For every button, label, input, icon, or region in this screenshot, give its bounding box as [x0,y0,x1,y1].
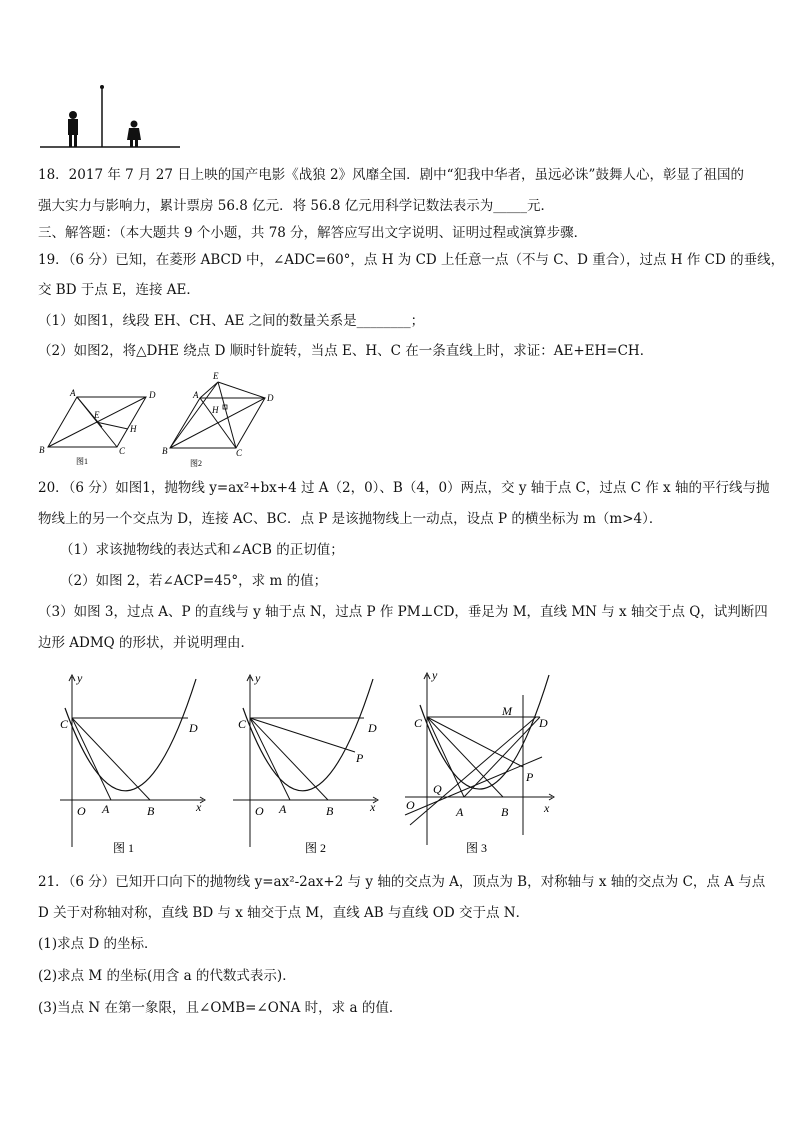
q20-part2: （2）如图 2，若∠ACP=45°，求 m 的值； [60,573,328,589]
label-P: P [356,751,364,765]
label-A: A [193,390,199,400]
label-O: O [255,804,264,818]
label-C: C [119,446,126,456]
label-M: M [502,704,512,718]
q21-line2: D 关于对称轴对称，直线 BD 与 x 轴交于点 M，直线 AB 与直线 OD 交于点 N． [38,905,530,921]
label-B: B [39,445,45,455]
q20-figure2 [230,672,390,860]
q21-part3: (3)当点 N 在第一象限，且∠OMB=∠ONA 时，求 a 的值． [38,1000,403,1016]
label-B: B [147,804,155,818]
label-A: A [456,805,464,819]
label-A: A [279,802,287,816]
person-silhouette-left [68,111,78,147]
label-O: O [77,804,86,818]
label-P: P [526,770,534,784]
label-y: y [255,672,261,685]
label-y: y [432,668,438,682]
label-D: D [368,721,377,735]
q21-part2: (2)求点 M 的坐标(用含 a 的代数式表示)． [38,968,296,984]
label-O: O [406,798,415,812]
label-B: B [501,805,509,819]
q20-figure1 [55,672,215,860]
label-Q: Q [433,782,442,796]
q20-fig1-caption: 图 1 [113,841,135,855]
label-C: C [414,716,423,730]
q20-fig2-caption: 图 2 [305,841,327,855]
label-C: C [60,717,69,731]
q20-line2: 物线上的另一个交点为 D，连接 AC、BC．点 P 是该抛物线上一动点，设点 P 的横坐标为 m（m>4）． [38,511,663,527]
label-H: H [212,405,219,415]
person-silhouette-right [127,121,141,148]
label-x: x [196,800,202,814]
q19-line1: 19．（6 分）已知，在菱形 ABCD 中，∠ADC=60°，点 H 为 CD 上任意一点（不与 C、D 重合），过点 H 作 CD 的垂线， [38,252,785,268]
label-A: A [70,388,76,398]
section3-heading: 三、解答题：（本大题共 9 个小题，共 78 分，解答应写出文字说明、证明过程或演算步骤． [38,225,588,241]
label-H: H [130,424,137,434]
label-D: D [267,393,274,403]
label-D: D [149,390,156,400]
q20-part3b: 边形 ADMQ 的形状，并说明理由． [38,635,255,651]
label-E: E [213,371,219,381]
q21-part1: (1)求点 D 的坐标． [38,936,158,952]
label-C: C [238,717,247,731]
q19-fig1-caption: 图1 [76,457,88,466]
q19-part1: （1）如图1，线段 EH、CH、AE 之间的数量关系是________； [38,313,425,329]
label-A: A [102,802,110,816]
q20-part1: （1）求该抛物线的表达式和∠ACB 的正切值； [60,542,344,558]
label-B: B [162,446,168,456]
q19-figure1 [36,385,156,467]
q19-figure2 [160,370,280,470]
label-y: y [77,672,83,685]
label-D: D [539,716,548,730]
q20-fig3-caption: 图 3 [466,841,488,855]
lamp-post-figure [30,80,190,150]
q19-fig2-caption: 图2 [190,459,202,468]
q21-line1: 21．（6 分）已知开口向下的抛物线 y=ax²-2ax+2 与 y 轴的交点为 A，顶点为 B，对称轴与 x 轴的交点为 C，点 A 与点 [38,874,766,890]
label-x: x [544,801,550,815]
q19-line2: 交 BD 于点 E，连接 AE． [38,282,200,298]
q19-part2: （2）如图2，将△DHE 绕点 D 顺时针旋转，当点 E、H、C 在一条直线上时，求证：AE+EH=CH． [38,343,654,359]
label-C: C [236,448,243,458]
label-B: B [326,804,334,818]
q20-part3a: （3）如图 3，过点 A、P 的直线与 y 轴于点 N，过点 P 作 PM⊥CD，垂足为 M，直线 MN 与 x 轴交于点 Q，试判断四 [38,604,768,620]
q18-line2: 强大实力与影响力，累计票房 56.8 亿元．将 56.8 亿元用科学记数法表示为_____元． [38,198,555,214]
label-x: x [370,800,376,814]
q20-figure3 [402,665,562,860]
label-D: D [189,721,198,735]
q18-line1: 18．2017 年 7 月 27 日上映的国产电影《战狼 2》风靡全国．剧中“犯我中华者，虽远必诛”鼓舞人心，彰显了祖国的 [38,167,744,183]
label-E: E [94,410,100,420]
q20-line1: 20．（6 分）如图1，抛物线 y=ax²+bx+4 过 A（2，0）、B（4，0）两点，交 y 轴于点 C，过点 C 作 x 轴的平行线与抛 [38,480,770,496]
